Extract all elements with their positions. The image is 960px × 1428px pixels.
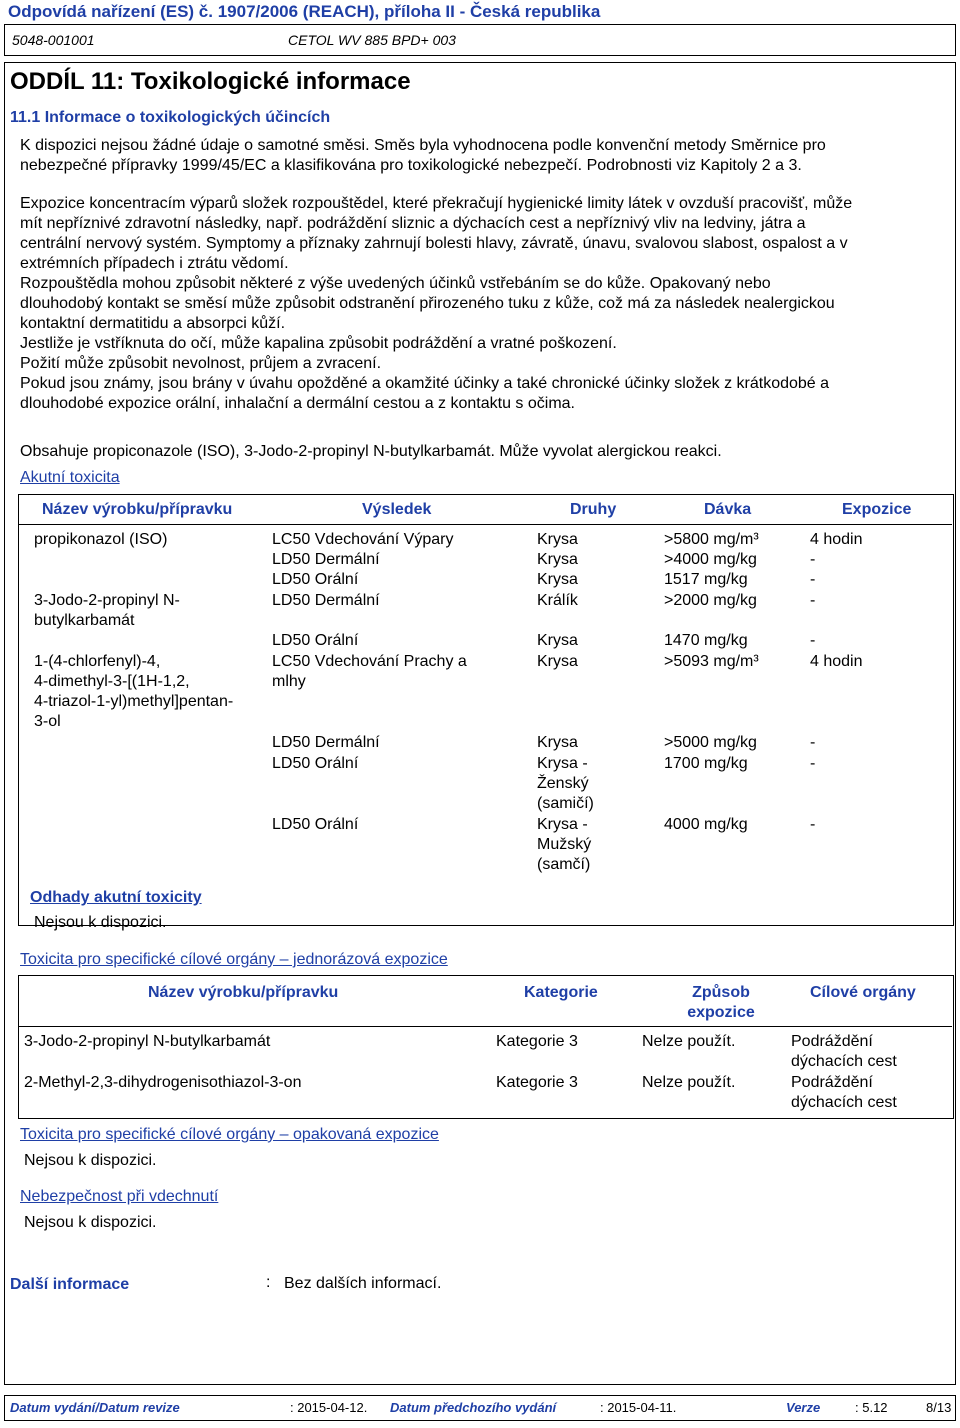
product-name-cell: 2-Methyl-2,3-dihydrogenisothiazol-3-on	[24, 1074, 302, 1091]
result-cell: LD50 Dermální	[272, 592, 380, 609]
result-cell: LD50 Orální	[272, 571, 359, 588]
footer-version: : 5.12	[855, 1400, 888, 1415]
product-name-cell: 3-Jodo-2-propinyl N- butylkarbamát	[34, 592, 180, 629]
exposure-cell: -	[810, 571, 816, 588]
col-header-route: Způsob expozice	[687, 984, 755, 1021]
species-cell: Krysa	[537, 531, 578, 548]
stot-single-heading: Toxicita pro specifické cílové orgány – jednorázová expozice	[20, 951, 448, 968]
category-cell: Kategorie 3	[496, 1074, 578, 1091]
footer-issue-label: Datum vydání/Datum revize	[10, 1400, 180, 1415]
subsection-title: 11.1 Informace o toxikologických účincích	[10, 109, 331, 126]
dose-cell: >2000 mg/kg	[664, 592, 757, 609]
product-name: CETOL WV 885 BPD+ 003	[288, 32, 456, 48]
col-header-result: Výsledek	[362, 501, 432, 518]
stot-repeated-heading: Toxicita pro specifické cílové orgány – opakovaná expozice	[20, 1126, 439, 1143]
product-name-cell: 3-Jodo-2-propinyl N-butylkarbamát	[24, 1033, 271, 1050]
section-title: ODDÍL 11: Toxikologické informace	[10, 68, 411, 95]
body-line: centrální nervový systém. Symptomy a příznaky zahrnují bolesti hlavy, závratě, únavu, svalovou slabost, ospalost a v	[20, 235, 848, 252]
other-info-label: Další informace	[10, 1276, 130, 1293]
footer-issue-date: : 2015-04-12.	[290, 1400, 368, 1415]
col-header-product: Název výrobku/přípravku	[42, 501, 233, 518]
exposure-cell: -	[810, 551, 816, 568]
result-cell: LD50 Dermální	[272, 551, 380, 568]
body-line: Rozpouštědla mohou způsobit některé z výše uvedených účinků vstřebáním se do kůže. Opakovaný nebo	[20, 275, 771, 292]
exposure-cell: 4 hodin	[810, 653, 863, 670]
exposure-cell: -	[810, 816, 816, 833]
acute-estimates-heading: Odhady akutní toxicity	[30, 889, 202, 906]
intro-paragraph	[20, 136, 950, 176]
body-line: extrémních případech i ztrátu vědomí.	[20, 255, 289, 272]
body-line: kontaktní dermatitidu a absorpci kůží.	[20, 315, 286, 332]
dose-cell: >5800 mg/m³	[664, 531, 759, 548]
body-line: Pokud jsou známy, jsou brány v úvahu opožděné a okamžité účinky a také chronické účinky složek z krátkodobé a	[20, 375, 830, 392]
route-cell: Nelze použít.	[642, 1033, 736, 1050]
exposure-cell: -	[810, 734, 816, 751]
species-cell: Krysa	[537, 632, 578, 649]
other-info-value: Bez dalších informací.	[284, 1275, 442, 1292]
result-cell: LC50 Vdechování Prachy a mlhy	[272, 653, 467, 690]
table-header-divider	[19, 524, 952, 525]
product-name-cell: propikonazol (ISO)	[34, 531, 168, 548]
col-header-category: Kategorie	[524, 984, 598, 1001]
route-cell: Nelze použít.	[642, 1074, 736, 1091]
body-line: mít nepříznivé zdravotní následky, např. podráždění sliznic a dýchacích cest a nepříznivý vliv na ledviny, játra a	[20, 215, 806, 232]
result-cell: LD50 Dermální	[272, 734, 380, 751]
body-line: Požití může způsobit nevolnost, průjem a zvracení.	[20, 355, 382, 372]
result-cell: LD50 Orální	[272, 632, 359, 649]
result-cell: LC50 Vdechování Výpary	[272, 531, 454, 548]
footer-page-number: 8/13	[926, 1400, 952, 1415]
exposure-cell: -	[810, 632, 816, 649]
dose-cell: >5093 mg/m³	[664, 653, 759, 670]
col-header-species: Druhy	[570, 501, 617, 518]
category-cell: Kategorie 3	[496, 1033, 578, 1050]
aspiration-value: Nejsou k dispozici.	[24, 1214, 157, 1231]
body-line: Jestliže je vstříknuta do očí, může kapalina způsobit podráždění a vratné poškození.	[20, 335, 617, 352]
table-header-divider	[19, 1026, 952, 1027]
effects-paragraph	[20, 194, 950, 414]
col-header-target-organs: Cílové orgány	[810, 984, 916, 1001]
exposure-cell: -	[810, 755, 816, 772]
col-header-exposure: Expozice	[842, 501, 912, 518]
dose-cell: 1700 mg/kg	[664, 755, 748, 772]
acute-estimates-value: Nejsou k dispozici.	[34, 914, 167, 931]
footer-prev-date: : 2015-04-11.	[600, 1400, 677, 1415]
species-cell: Králík	[537, 592, 578, 609]
species-cell: Krysa - Mužský (samčí)	[537, 816, 592, 873]
dose-cell: 4000 mg/kg	[664, 816, 748, 833]
acute-toxicity-heading: Akutní toxicita	[20, 469, 120, 486]
species-cell: Krysa	[537, 551, 578, 568]
product-name-cell: 1-(4-chlorfenyl)-4, 4-dimethyl-3-[(1H-1,2, 4-triazol-1-yl)methyl]pentan- 3-ol	[34, 653, 234, 730]
header-info-box	[4, 24, 956, 56]
footer-version-label: Verze	[786, 1400, 821, 1415]
dose-cell: >4000 mg/kg	[664, 551, 757, 568]
exposure-cell: -	[810, 592, 816, 609]
dose-cell: 1517 mg/kg	[664, 571, 748, 588]
result-cell: LD50 Orální	[272, 755, 359, 772]
species-cell: Krysa	[537, 653, 578, 670]
product-code: 5048-001001	[12, 32, 95, 48]
body-line: Expozice koncentracím výparů složek rozpouštědel, které překračují hygienické limity látek v ovzduší pracovišť, může	[20, 195, 853, 212]
species-cell: Krysa	[537, 571, 578, 588]
species-cell: Krysa - Ženský (samičí)	[537, 755, 594, 812]
body-line: dlouhodobý kontakt se směsí může způsobit odstranění přirozeného tuku z kůže, což má za následek nealergickou	[20, 295, 835, 312]
col-header-dose: Dávka	[704, 501, 752, 518]
result-cell: LD50 Orální	[272, 816, 359, 833]
body-line: dlouhodobé expozice orální, inhalační a dermální cestou a z kontaktu s očima.	[20, 395, 575, 412]
dose-cell: 1470 mg/kg	[664, 632, 748, 649]
target-organs-cell: Podráždění dýchacích cest	[791, 1074, 897, 1111]
intro-line: K dispozici nejsou žádné údaje o samotné směsi. Směs byla vyhodnocena podle konvenční metody Směrnice pro	[20, 137, 826, 154]
target-organs-cell: Podráždění dýchacích cest	[791, 1033, 897, 1070]
intro-line: nebezpečné přípravky 1999/45/EC a klasifikována pro toxikologické nebezpečí. Podrobnosti viz Kapitoly 2 a 3.	[20, 157, 802, 174]
footer-prev-label: Datum předchozího vydání	[390, 1400, 557, 1415]
aspiration-heading: Nebezpečnost při vdechnutí	[20, 1188, 219, 1205]
dose-cell: >5000 mg/kg	[664, 734, 757, 751]
other-info-colon: :	[266, 1274, 271, 1291]
stot-repeated-value: Nejsou k dispozici.	[24, 1152, 157, 1169]
exposure-cell: 4 hodin	[810, 531, 863, 548]
allergen-note: Obsahuje propiconazole (ISO), 3-Jodo-2-propinyl N-butylkarbamát. Může vyvolat alergickou reakci.	[20, 443, 722, 460]
col-header-product: Název výrobku/přípravku	[148, 984, 339, 1001]
species-cell: Krysa	[537, 734, 578, 751]
document-header-title: Odpovídá nařízení (ES) č. 1907/2006 (REACH), příloha II - Česká republika	[8, 2, 601, 21]
